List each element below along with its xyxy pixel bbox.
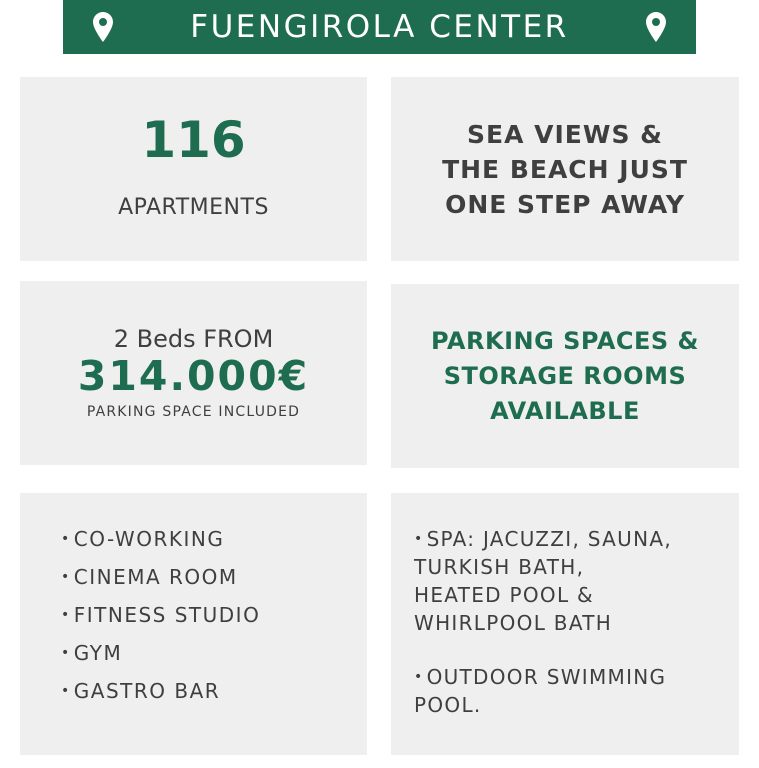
bullet-icon: • bbox=[414, 669, 424, 685]
list-item bbox=[61, 525, 260, 563]
amenity-label: CINEMA ROOM bbox=[73, 565, 238, 589]
amenities-list bbox=[61, 525, 260, 715]
page-title: FUENGIROLA CENTER bbox=[190, 9, 569, 45]
bullet-icon: • bbox=[61, 645, 71, 661]
amenities-right-text bbox=[414, 525, 672, 719]
amenities-left-panel bbox=[20, 493, 367, 755]
list-item bbox=[61, 677, 260, 715]
parking-text bbox=[431, 324, 699, 429]
amenity-label: FITNESS STUDIO bbox=[73, 603, 261, 627]
sea-views-line: ONE STEP AWAY bbox=[445, 189, 685, 219]
price-note: PARKING SPACE INCLUDED bbox=[86, 403, 301, 420]
location-pin-icon bbox=[646, 12, 666, 42]
list-item bbox=[61, 639, 260, 677]
apartments-panel bbox=[20, 77, 367, 261]
amenity-label: GASTRO BAR bbox=[73, 679, 221, 703]
beds-label: 2 Beds FROM bbox=[113, 325, 274, 354]
apartments-label: APARTMENTS bbox=[118, 194, 269, 220]
pool-line: POOL. bbox=[414, 693, 482, 717]
spa-line: SPA: JACUZZI, SAUNA, bbox=[426, 527, 672, 551]
header-banner bbox=[63, 0, 696, 54]
amenity-label: CO-WORKING bbox=[73, 527, 225, 551]
spa-line: WHIRLPOOL BATH bbox=[414, 611, 613, 635]
bullet-icon: • bbox=[61, 683, 71, 699]
parking-panel bbox=[391, 284, 739, 468]
amenities-right-panel bbox=[391, 493, 739, 755]
spa-line: TURKISH BATH, bbox=[414, 555, 585, 579]
spacer bbox=[414, 637, 672, 663]
price-value: 314.000€ bbox=[77, 351, 310, 400]
bullet-icon: • bbox=[61, 607, 71, 623]
pool-line: OUTDOOR SWIMMING bbox=[426, 665, 667, 689]
location-pin-icon bbox=[93, 12, 113, 42]
bullet-icon: • bbox=[61, 531, 71, 547]
pricing-panel bbox=[20, 281, 367, 465]
list-item bbox=[61, 563, 260, 601]
apartments-count: 116 bbox=[141, 110, 246, 169]
parking-line: STORAGE ROOMS bbox=[443, 361, 687, 390]
parking-line: AVAILABLE bbox=[490, 396, 640, 425]
spa-line: HEATED POOL & bbox=[414, 583, 594, 607]
sea-views-text bbox=[442, 117, 688, 222]
bullet-icon: • bbox=[61, 569, 71, 585]
sea-views-line: THE BEACH JUST bbox=[442, 154, 688, 184]
sea-views-line: SEA VIEWS & bbox=[467, 119, 663, 149]
list-item bbox=[61, 601, 260, 639]
list-item bbox=[414, 663, 672, 691]
amenity-label: GYM bbox=[73, 641, 123, 665]
parking-line: PARKING SPACES & bbox=[431, 326, 699, 355]
sea-views-panel bbox=[391, 77, 739, 261]
bullet-icon: • bbox=[414, 531, 424, 547]
list-item bbox=[414, 525, 672, 553]
